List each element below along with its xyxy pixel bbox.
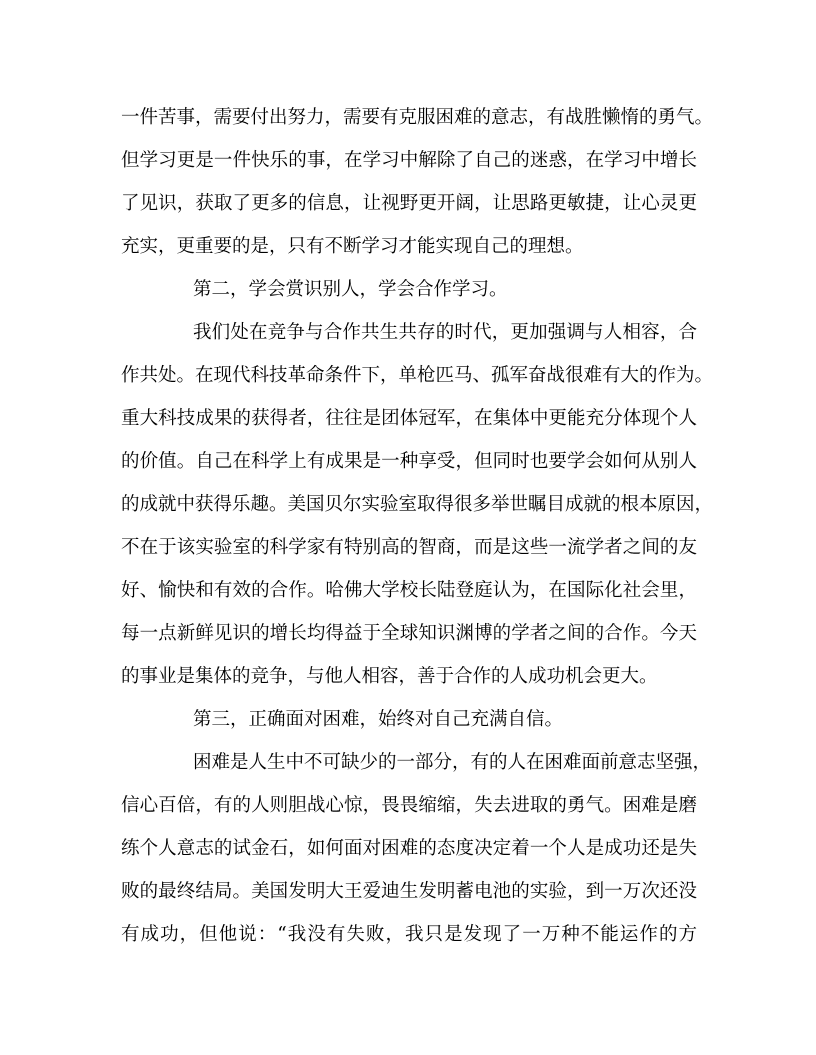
text-line: 的事业是集体的竞争，与他人相容，善于合作的人成功机会更大。 (121, 666, 658, 687)
text-line: 信心百倍，有的人则胆战心惊，畏畏缩缩，失去进取的勇气。困难是磨 (121, 795, 697, 816)
text-line: 充实，更重要的是，只有不断学习才能实现自己的理想。 (121, 236, 584, 257)
text-line: 作共处。在现代科技革命条件下，单枪匹马、孤军奋战很难有大的作为。 (121, 365, 714, 386)
text-line: 不在于该实验室的科学家有特别高的智商，而是这些一流学者之间的友 (121, 537, 697, 558)
section-heading: 第三，正确面对困难，始终对自己充满自信。 (193, 709, 564, 730)
text-line: 败的最终结局。美国发明大王爱迪生发明蓄电池的实验，到一万次还没 (121, 881, 697, 902)
text-line: 每一点新鲜见识的增长均得益于全球知识渊博的学者之间的合作。今天 (121, 623, 697, 644)
text-line: 练个人意志的试金石，如何面对困难的态度决定着一个人是成功还是失 (121, 838, 697, 859)
text-line: 了见识，获取了更多的信息，让视野更开阔，让思路更敏捷，让心灵更 (121, 193, 697, 214)
section-heading: 第二，学会赏识别人，学会合作学习。 (193, 279, 508, 300)
text-line: 的成就中获得乐趣。美国贝尔实验室取得很多举世瞩目成就的根本原因， (121, 494, 714, 515)
text-line: 重大科技成果的获得者，往往是团体冠军，在集体中更能充分体现个人 (121, 408, 697, 429)
text-line: 困难是人生中不可缺少的一部分，有的人在困难面前意志坚强， (193, 752, 712, 773)
text-line: 有成功，但他说：“我没有失败，我只是发现了一万种不能运作的方 (121, 924, 697, 945)
text-line: 好、愉快和有效的合作。哈佛大学校长陆登庭认为，在国际化社会里， (121, 580, 697, 601)
text-line: 我们处在竞争与合作共生共存的时代，更加强调与人相容，合 (193, 322, 697, 343)
text-line: 一件苦事，需要付出努力，需要有克服困难的意志，有战胜懒惰的勇气。 (121, 107, 714, 128)
text-line: 的价值。自己在科学上有成果是一种享受，但同时也要学会如何从别人 (121, 451, 697, 472)
text-line: 但学习更是一件快乐的事，在学习中解除了自己的迷惑，在学习中增长 (121, 150, 697, 171)
